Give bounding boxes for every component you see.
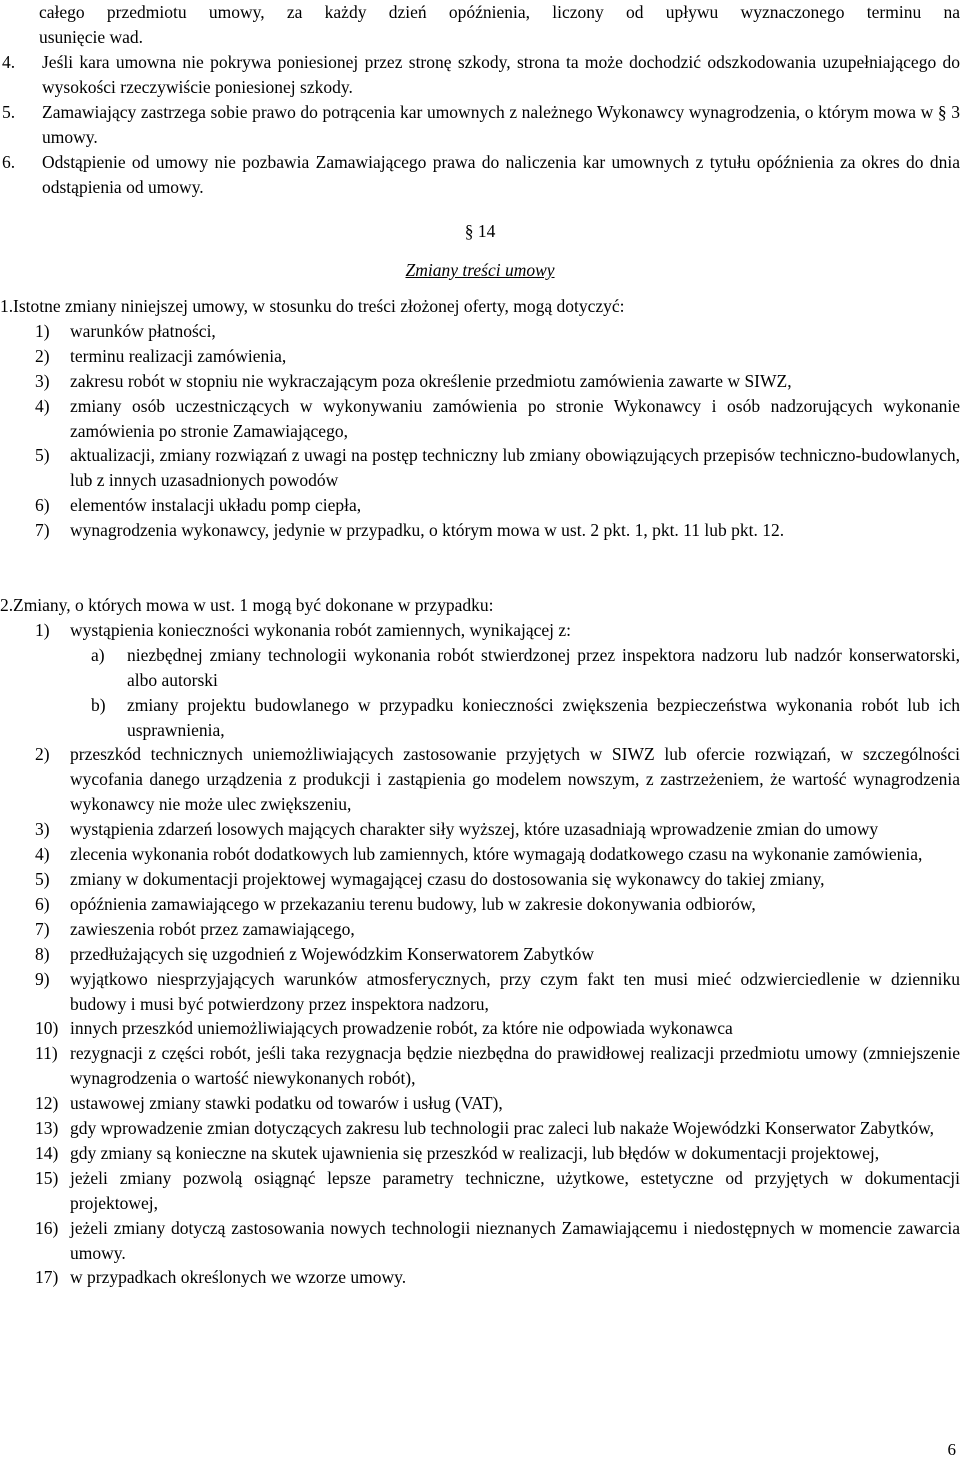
point-1 [0,294,960,543]
item-text: elementów instalacji układu pomp ciepła, [70,495,362,516]
item-number: 13) [35,1118,59,1139]
item-number: 6) [35,495,50,516]
item-text: przedłużających się uzgodnień z Wojewódzkim Konserwatorem Zabytków [70,943,595,964]
list-item [0,394,960,444]
item-text: zakresu robót w stopniu nie wykraczającym poza określenie przedmiotu zamówienia zawarte w SIWZ, [70,370,792,391]
list-item [0,443,960,493]
item-text: wystąpienia zdarzeń losowych mających charakter siły wyższej, które uzasadniają wprowadzenie zmian do umowy [70,819,879,840]
item-number: 16) [35,1217,59,1238]
item-number: 4. [2,52,16,72]
item-text: terminu realizacji zamówienia, [70,345,287,366]
item-text: jeżeli zmiany dotyczą zastosowania nowych technologii nieznanych Zamawiającemu i niedostępnych w momencie zawarcia umowy. [70,1217,960,1263]
item-text: ustawowej zmiany stawki podatku od towarów i usług (VAT), [70,1093,503,1114]
list-item [0,150,960,200]
item-number: 5) [35,868,50,889]
item-text: zmiany osób uczestniczących w wykonywaniu zamówienia po stronie Wykonawcy i osób nadzorujących wykonanie zamówienia po stronie Zamawiającego, [70,395,960,441]
list-item [0,1216,960,1266]
item-number: 6. [2,151,16,172]
sub-item-text: zmiany projektu budowlanego w przypadku konieczności zwiększenia bezpieczeństwa wykonania robót lub ich usprawnienia, [127,694,960,740]
penalty-list [0,50,960,199]
item-text: zlecenia wykonania robót dodatkowych lub zamiennych, które wymagają dodatkowego czasu na wykonanie zamówienia, [70,844,923,865]
item-text: Odstąpienie od umowy nie pozbawia Zamawiającego prawa do naliczenia kar umownych z tytułu opóźnienia za okres do dnia odstąpienia od umowy. [42,151,960,197]
point-text: Istotne zmiany niniejszej umowy, w stosunku do treści złożonej oferty, mogą dotyczyć: [13,296,625,316]
item-number: 6) [35,893,50,914]
list-item [0,1166,960,1216]
list-item [0,917,960,942]
item-number: 12) [35,1093,59,1114]
item-text: w przypadkach określonych we wzorze umowy. [70,1267,407,1288]
list-item [0,493,960,518]
item-text: wyjątkowo niesprzyjających warunków atmosferycznych, przy czym fakt ten musi mieć odzwierciedlenie w dzienniku budowy i musi być potwierdzony przez inspektora nadzoru, [70,968,960,1014]
section-title-text: Zmiany treści umowy [405,259,555,280]
item-text: aktualizacji, zmiany rozwiązań z uwagi na postęp techniczny lub zmiany obowiązujących przepisów techniczno-budowlanych, lub z innych uzasadnionych powodów [70,445,960,491]
item-text: Jeśli kara umowna nie pokrywa poniesionej przez stronę szkody, strona ta może dochodzić odszkodowania uzupełniającego do wysokości rzeczywiście poniesionej szkody. [42,52,960,97]
item-text: gdy zmiany są konieczne na skutek ujawnienia się przeszkód w realizacji, lub błędów w dokumentacji projektowej, [70,1142,880,1163]
list-item [0,967,960,1017]
item-number: 10) [35,1018,59,1039]
item-number: 11) [35,1043,58,1064]
item-number: 2) [35,345,50,366]
sub-item-letter: a) [91,644,105,665]
list-item [0,867,960,892]
list-item [0,319,960,344]
item-number: 15) [35,1167,59,1188]
list-item [0,50,960,100]
list-item [0,1091,960,1116]
item-text: gdy wprowadzenie zmian dotyczących zakresu lub technologii prac zaleci lub nakaże Wojewódzki Konserwator Zabytków, [70,1118,935,1139]
item-number: 7) [35,520,50,541]
page-number: 6 [947,1440,956,1459]
list-item [0,742,960,817]
list-item [0,100,960,150]
point-number: 2. [0,595,14,615]
item-text: zmiany w dokumentacji projektowej wymagającej czasu do dostosowania się wykonawcy do takiej zmiany, [70,868,825,889]
list-item [0,618,960,643]
intro-paragraph [0,0,960,50]
sub-item-letter: b) [91,694,106,715]
list-item [0,842,960,867]
item-text: warunków płatności, [70,320,216,341]
section-heading [0,219,960,283]
item-number: 5) [35,445,50,466]
item-number: 1) [35,619,50,640]
point-text: Zmiany, o których mowa w ust. 1 mogą być dokonane w przypadku: [13,595,494,615]
point-2-header [0,593,960,618]
list-item [0,1116,960,1141]
list-item [0,344,960,369]
point-1-list [0,319,960,543]
list-item [0,1041,960,1091]
item-number: 17) [35,1267,59,1288]
item-number: 14) [35,1142,59,1163]
point-number: 1. [0,296,14,316]
item-number: 8) [35,943,50,964]
item-number: 2) [35,744,50,765]
list-item [0,1141,960,1166]
item-text: rezygnacji z części robót, jeśli taka rezygnacja będzie niezbędna do prawidłowej realizacji przedmiotu umowy (zmniejszenie wynagrodzenia o wartość niewykonanych robót), [70,1043,960,1089]
item-number: 7) [35,918,50,939]
item-text: wynagrodzenia wykonawcy, jedynie w przypadku, o którym mowa w ust. 2 pkt. 1, pkt. 11 lub pkt. 12. [70,520,785,541]
item-text: innych przeszkód uniemożliwiających prowadzenie robót, za które nie odpowiada wykonawca [70,1018,733,1039]
list-item [0,518,960,543]
list-item [0,892,960,917]
item-text: Zamawiający zastrzega sobie prawo do potrącenia kar umownych z należnego Wykonawcy wynagrodzenia, o którym mowa w § 3 umowy. [42,101,960,147]
item-text: opóźnienia zamawiającego w przekazaniu terenu budowy, lub w zakresie dokonywania odbiorów, [70,893,756,914]
item-number: 5. [2,101,16,122]
section-title [0,258,960,283]
item-number: 4) [35,844,50,865]
sub-list-item [0,643,960,693]
point-2 [0,593,960,1290]
list-item [0,369,960,394]
list-item [0,817,960,842]
item-number: 3) [35,819,50,840]
point-1-header [0,294,960,319]
item-number: 1) [35,320,50,341]
intro-line-1: całego przedmiotu umowy, za każdy dzień opóźnienia, liczony od upływu wyznaczonego terminu na [39,2,960,22]
intro-line-2: usunięcie wad. [39,26,143,47]
item-text: wystąpienia konieczności wykonania robót zamiennych, wynikającej z: [70,619,572,640]
item-text: przeszkód technicznych uniemożliwiających zastosowanie przyjętych w SIWZ lub ofercie rozwiązań, w szczególności wycofania danego urządzenia z produkcji i zastąpienia go modelem nowszym, z zastrzeżeniem, że wartość wynagrodzenia wykonawcy nie może ulec zwiększeniu, [70,744,960,815]
sub-item-text: niezbędnej zmiany technologii wykonania robót stwierdzonej przez inspektora nadzoru lub nadzór konserwatorski, albo autorski [127,644,960,690]
item-number: 4) [35,395,50,416]
item-number: 9) [35,968,50,989]
item-text: jeżeli zmiany pozwolą osiągnąć lepsze parametry techniczne, użytkowe, estetyczne od przyjętych w dokumentacji projektowej, [70,1167,960,1213]
item-number: 3) [35,370,50,391]
item-text: zawieszenia robót przez zamawiającego, [70,918,355,939]
list-item [0,1016,960,1041]
section-number: § 14 [464,221,496,241]
list-item [0,942,960,967]
list-item [0,1265,960,1290]
sub-list-item [0,693,960,743]
